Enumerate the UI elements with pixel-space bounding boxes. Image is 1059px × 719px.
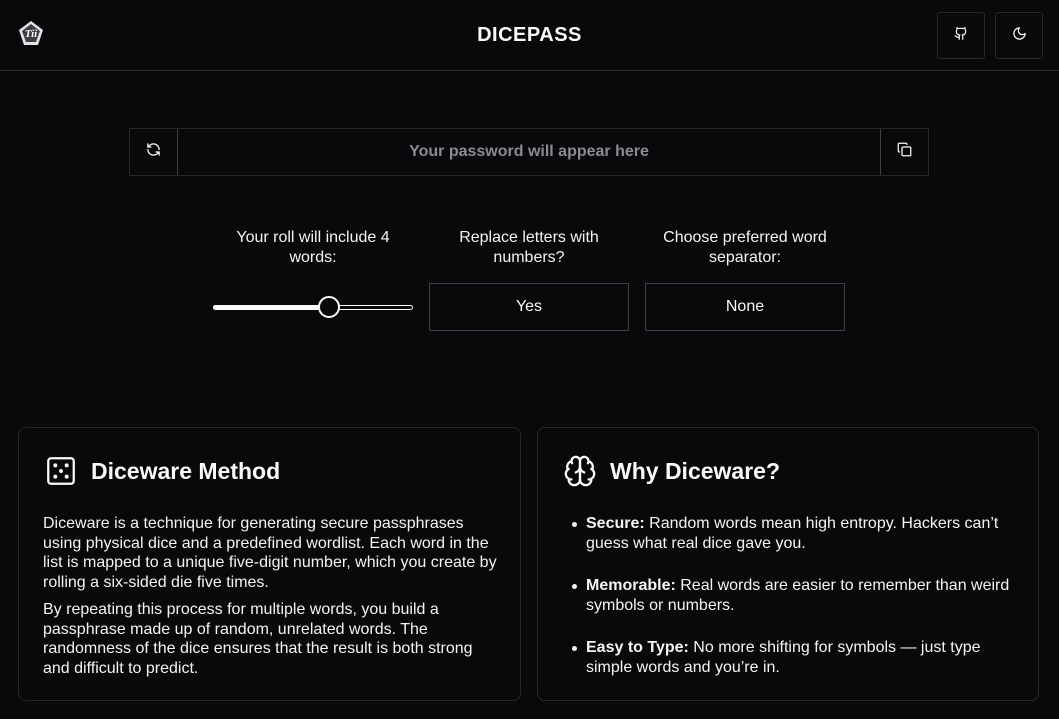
benefit-item [566,638,1016,677]
method-paragraph: By repeating this process for multiple words, you build a passphrase made up of random, unrelated words. The randomness of the dice ensures that the result is both strong and difficult to predict. [43,601,473,677]
benefit-item [566,514,1016,553]
why-diceware-card [537,427,1039,701]
why-diceware-title: Why Diceware? [610,458,780,484]
benefits-list [566,514,1016,700]
benefit-term: Secure: [586,515,645,532]
benefit-term: Memorable: [586,577,676,594]
benefit-term: Easy to Type: [586,639,689,656]
replace-letters-toggle[interactable]: Yes [429,283,629,331]
diceware-method-title: Diceware Method [91,458,281,484]
separator-label: Choose preferred word separator: [663,229,827,266]
logo-text: Tii [24,28,38,40]
method-paragraph: Diceware is a technique for generating secure passphrases using physical dice and a predefined wordlist. Each word in the list is mapped to a unique five-digit number, which you create by rolling a six-sided die five times. [43,515,497,591]
word-count-slider-fill [213,305,329,310]
dice-icon [44,454,78,493]
moon-icon [1012,26,1027,46]
password-bar [129,128,929,176]
diceware-method-card [18,427,521,701]
word-count-label: Your roll will include 4 words: [236,229,390,266]
github-icon [954,26,968,46]
regenerate-button[interactable] [130,129,178,175]
benefit-text: Real words are easier to remember than weird symbols or numbers. [586,577,1010,614]
benefit-text: No more shifting for symbols — just type simple words and you’re in. [586,639,981,676]
word-count-slider-thumb[interactable] [318,296,340,318]
copy-button[interactable] [880,129,928,175]
copy-icon [897,142,912,162]
replace-letters-label: Replace letters with numbers? [459,229,599,266]
github-button[interactable] [937,12,985,59]
refresh-icon [146,142,161,162]
app-title: DICEPASS [477,24,582,46]
brain-icon [562,454,598,493]
password-output[interactable] [178,129,880,175]
benefit-item [566,576,1016,615]
benefit-text: Random words mean high entropy. Hackers can’t guess what real dice gave you. [586,515,999,552]
diceware-method-body [43,514,503,678]
app-header [0,0,1059,71]
theme-toggle-button[interactable] [995,12,1043,59]
separator-select[interactable]: None [645,283,845,331]
